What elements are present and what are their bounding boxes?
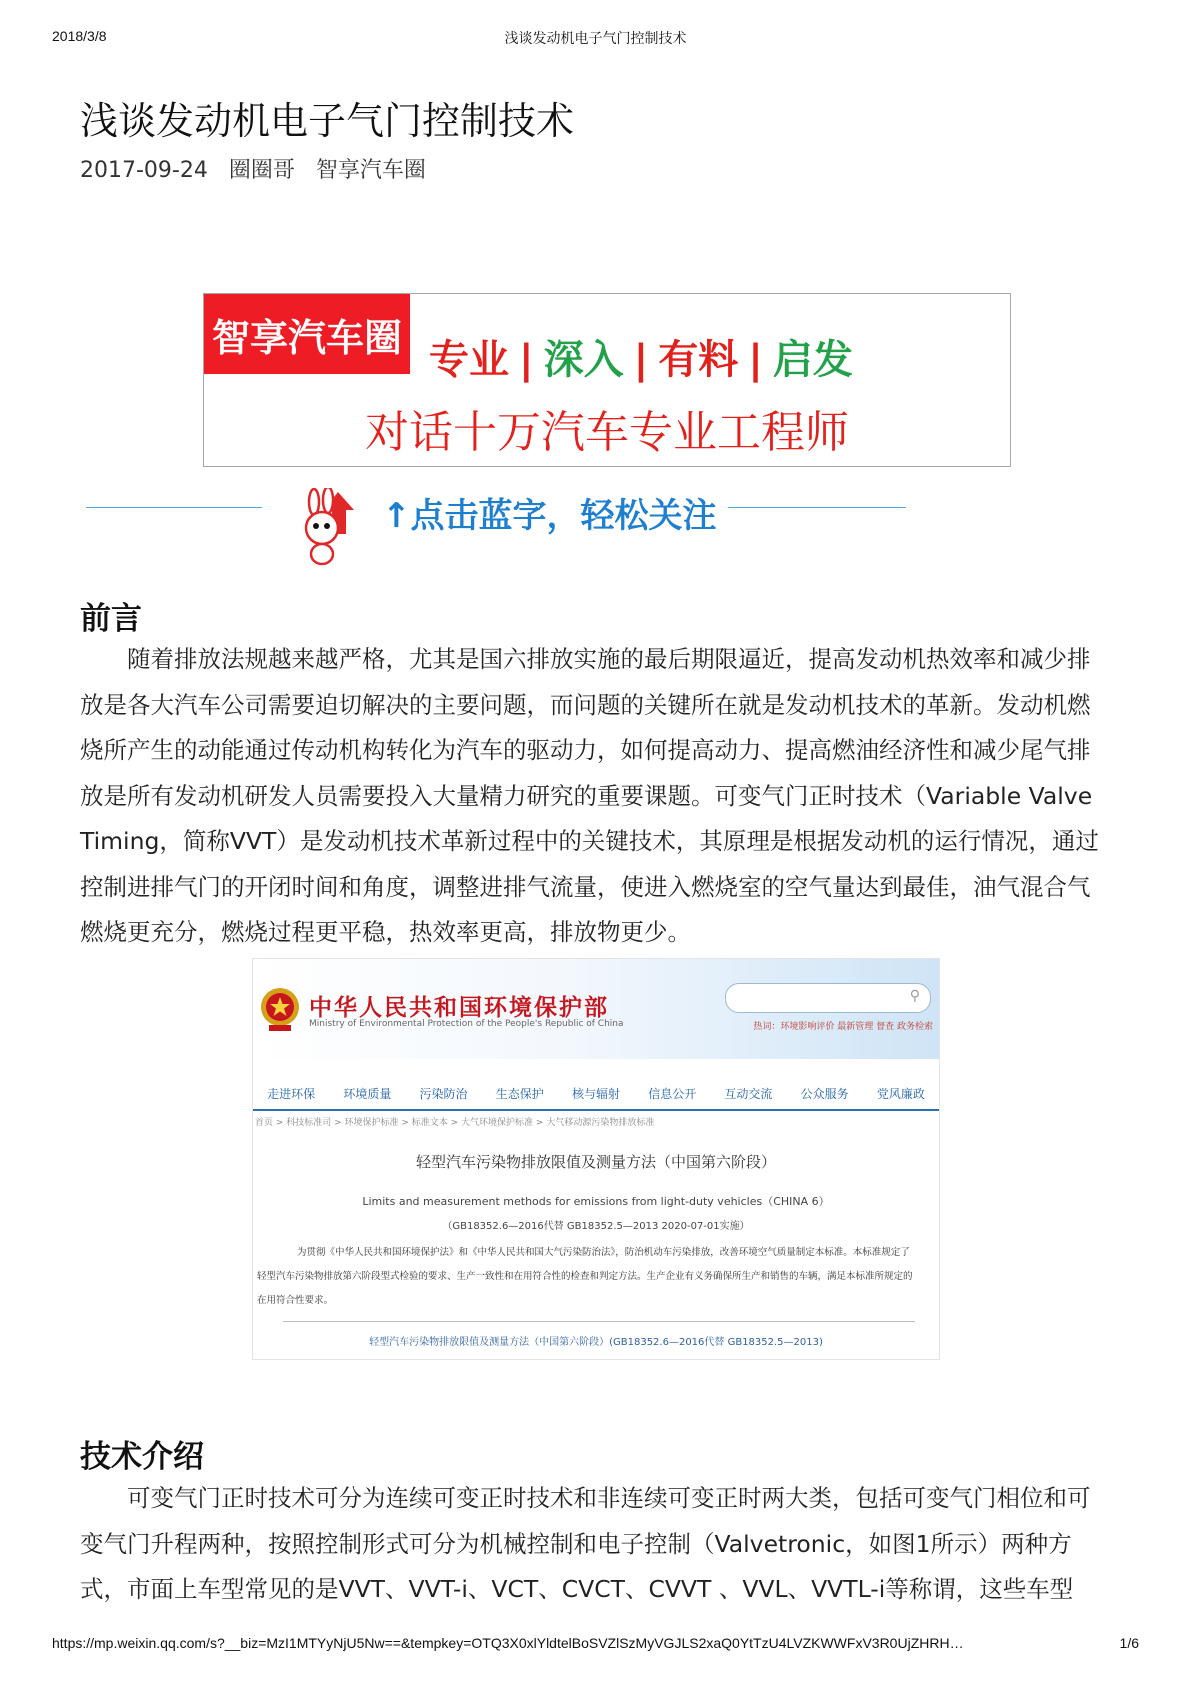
slogan-word: 有料 bbox=[658, 337, 739, 383]
site-nav-item: 污染防治 bbox=[419, 1086, 468, 1101]
doc-title-en: Limits and measurement methods for emissions from light-duty vehicles（CHINA 6） bbox=[362, 1195, 830, 1208]
site-nav-item: 党风廉政 bbox=[876, 1086, 925, 1101]
slogan-word: 深入 bbox=[543, 337, 624, 383]
print-title: 浅谈发动机电子气门控制技术 bbox=[504, 30, 687, 46]
site-nav-item: 互动交流 bbox=[724, 1086, 773, 1101]
article-meta bbox=[80, 153, 440, 184]
slogan-word: 启发 bbox=[772, 337, 853, 383]
follow-prompt[interactable] bbox=[86, 488, 906, 568]
intro-paragraph: 随着排放法规越来越严格，尤其是国六排放实施的最后期限逼近，提高发动机热效率和减少排放是各大汽车公司需要迫切解决的主要问题，而问题的关键所在就是发动机技术的革新。发动机燃烧所产生的动能通过传动机构转化为汽车的驱动力，如何提高动力、提高燃油经济性和减少尾气排放是所有发动机研发人员需要投入大量精力研究的重要课题。可变气门正时技术（Variable Valve Timing，简称VVT）是发动机技术革新过程中的关键技术，其原理是根据发动机的运行情况，通过控制进排气门的开闭时间和角度，调整进排气流量，使进入燃烧室的空气量达到最佳，油气混合气燃烧更充分，燃烧过程更平稳，热效率更高，排放物更少。 bbox=[80, 645, 1099, 946]
doc-divider bbox=[283, 1321, 915, 1322]
site-title-en: Ministry of Environmental Protection of the People's Republic of China bbox=[309, 1019, 624, 1029]
doc-footer-link: 轻型汽车污染物排放限值及测量方法（中国第六阶段）(GB18352.6—2016代替 GB18352.5—2013) bbox=[369, 1337, 823, 1348]
embedded-screenshot bbox=[252, 958, 940, 1360]
site-nav-item: 核与辐射 bbox=[571, 1086, 620, 1101]
site-nav-item: 走进环保 bbox=[267, 1086, 316, 1101]
divider-line bbox=[728, 507, 906, 508]
doc-body: 为贯彻《中华人民共和国环境保护法》和《中华人民共和国大气污染防治法》，防治机动车污染排放，改善环境空气质量制定本标准。本标准规定了轻型汽车污染物排放第六阶段型式检验的要求、生产一致性和在用符合性的检查和判定方法。生产企业有义务确保所生产和销售的车辆，满足本标准所规定的在用符合性要求。 bbox=[257, 1247, 913, 1306]
rabbit-mascot-icon bbox=[292, 488, 372, 568]
banner-tagline: 对话十万汽车专业工程师 bbox=[365, 407, 849, 458]
tech-paragraph: 可变气门正时技术可分为连续可变正时技术和非连续可变正时两大类，包括可变气门相位和可变气门升程两种，按照控制形式可分为机械控制和电子控制（Valvetronic，如图1所示）两种方式，市面上车型常见的是VVT、VVT-i、VCT、CVCT、CVVT 、VVL、VVTL-i等称谓，这些车型 bbox=[80, 1484, 1091, 1603]
article-title: 浅谈发动机电子气门控制技术 bbox=[80, 99, 575, 143]
site-breadcrumb: 首页 > 科技标准司 > 环境保护标准 > 标准文本 > 大气环境保护标准 > 大气移动源污染物排放标准 bbox=[255, 1118, 655, 1128]
banner-image bbox=[203, 293, 1011, 467]
banner-slogan: 专业 | 深入 | 有料 | 启发 bbox=[429, 337, 853, 383]
section-heading-tech: 技术介绍 bbox=[80, 1439, 204, 1475]
search-icon: ⚲ bbox=[909, 988, 920, 1004]
banner-brand: 智享汽车圈 bbox=[204, 294, 410, 374]
print-header bbox=[0, 28, 1191, 52]
site-title: 中华人民共和国环境保护部 bbox=[309, 995, 609, 1021]
print-url: https://mp.weixin.qq.com/s?__biz=MzI1MTYyNjU5Nw==&tempkey=OTQ3X0xlYldtelBoSVZlSzMyVGJLS2xaQ0YtTzU4LVZKWWFxV3R0UjZHRH… bbox=[52, 1635, 964, 1651]
doc-code: （GB18352.6—2016代替 GB18352.5—2013 2020-07-01实施） bbox=[442, 1221, 750, 1232]
account-link[interactable]: 智享汽车圈 bbox=[315, 158, 426, 183]
site-nav-item: 公众服务 bbox=[800, 1086, 849, 1101]
national-emblem-icon bbox=[259, 985, 301, 1033]
print-date: 2018/3/8 bbox=[52, 28, 107, 44]
article-author: 圈圈哥 bbox=[228, 158, 295, 183]
site-nav-item: 信息公开 bbox=[648, 1086, 697, 1101]
divider-line bbox=[86, 507, 262, 508]
screenshot-header bbox=[253, 959, 939, 1059]
page-number: 1/6 bbox=[1119, 1635, 1139, 1651]
site-quick-links: 热词：环境影响评价 最新管理 督查 政务检索 bbox=[753, 1022, 933, 1032]
slogan-word: 专业 bbox=[429, 337, 509, 383]
section-heading-intro: 前言 bbox=[80, 601, 142, 637]
site-search-input bbox=[725, 983, 931, 1013]
article-date: 2017-09-24 bbox=[80, 158, 208, 183]
follow-text: ↑点击蓝字，轻松关注 bbox=[382, 496, 717, 536]
site-nav-item: 环境质量 bbox=[343, 1086, 392, 1101]
print-footer bbox=[0, 1635, 1191, 1659]
site-nav bbox=[253, 1077, 939, 1111]
site-nav-item: 生态保护 bbox=[495, 1086, 544, 1101]
doc-title: 轻型汽车污染物排放限值及测量方法（中国第六阶段） bbox=[415, 1153, 776, 1171]
